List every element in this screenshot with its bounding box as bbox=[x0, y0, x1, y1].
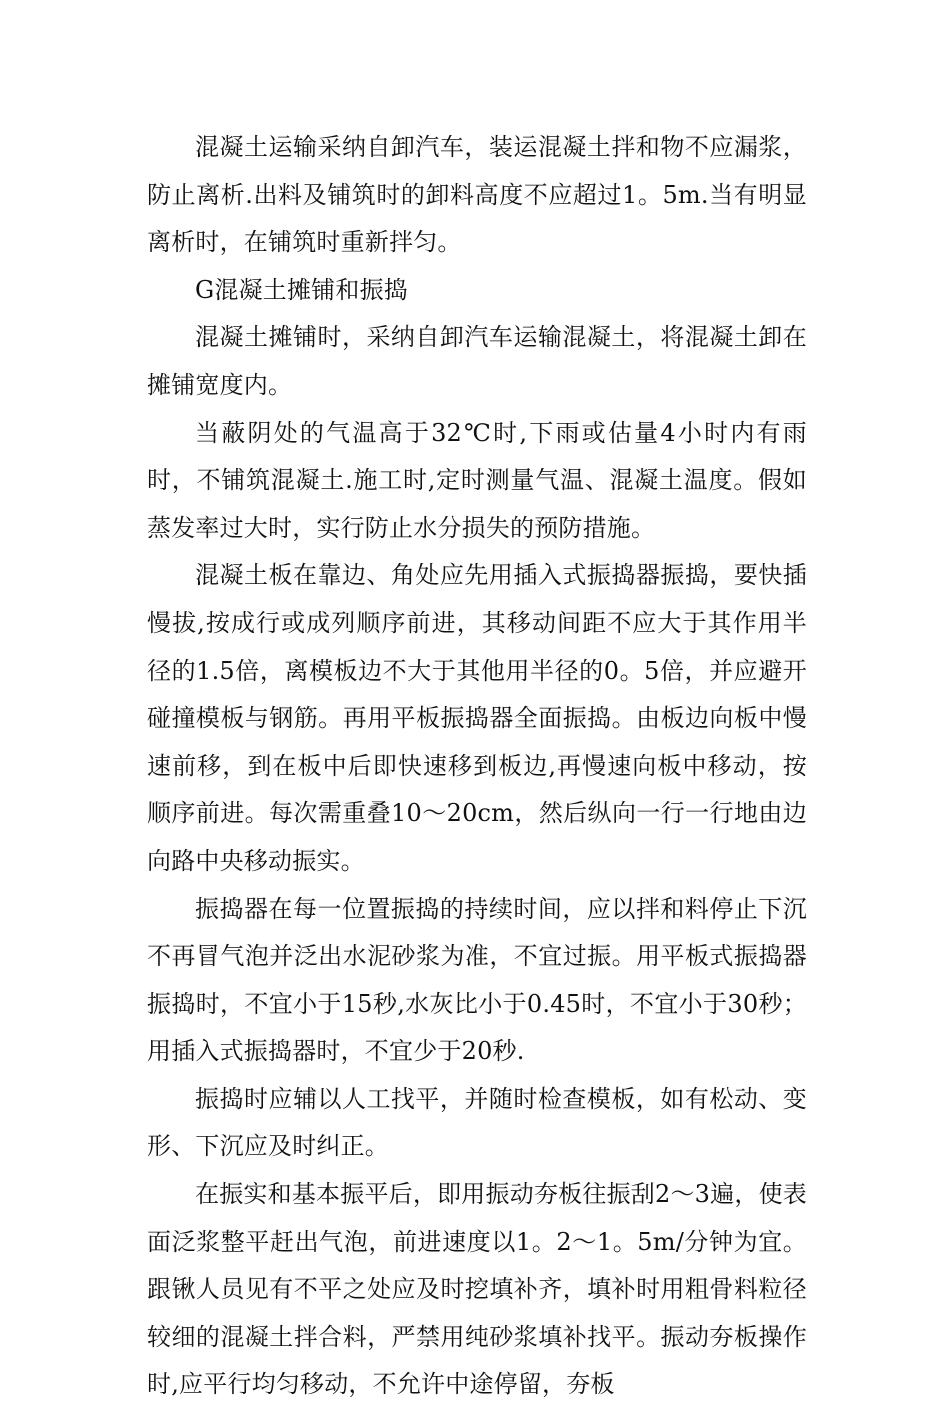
paragraph-tamping: 在振实和基本振平后，即用振动夯板往振刮2～3遍，使表面泛浆整平赶出气泡，前进速度以1。2～1。5m/分钟为宜。跟锹人员见有不平之处应及时挖填补齐，填补时用粗骨料粒径较细的混凝土拌合料，严禁用纯砂浆填补找平。振动夯板操作时,应平行均匀移动，不允许中途停留，夯板 bbox=[147, 1180, 807, 1399]
paragraph-vibration-duration: 振捣器在每一位置振捣的持续时间，应以拌和料停止下沉不再冒气泡并泛出水泥砂浆为准，不宜过振。用平板式振捣器振捣时，不宜小于15秒,水灰比小于0.45时，不宜小于30秒；用插入式振捣器时，不宜少于20秒. bbox=[147, 894, 807, 1066]
paragraph-leveling: 振捣时应辅以人工找平，并随时检查模板，如有松动、变形、下沉应及时纠正。 bbox=[147, 1084, 807, 1161]
paragraph-transport: 混凝土运输采纳自卸汽车，装运混凝土拌和物不应漏浆，防止离析.出料及铺筑时的卸料高度不应超过1。5m.当有明显离析时，在铺筑时重新拌匀。 bbox=[147, 133, 807, 257]
document-body bbox=[147, 124, 807, 1409]
paragraph-weather: 当蔽阴处的气温高于32℃时,下雨或估量4小时内有雨时，不铺筑混凝土.施工时,定时测量气温、混凝土温度。假如蒸发率过大时，实行防止水分损失的预防措施。 bbox=[147, 418, 807, 542]
paragraph-vibration-method: 混凝土板在靠边、角处应先用插入式振捣器振捣，要快插慢拔,按成行或成列顺序前进，其移动间距不应大于其作用半径的1.5倍，离模板边不大于其他用半径的0。5倍，并应避开碰撞模板与钢筋。再用平板振捣器全面振捣。由板边向板中慢速前移，到在板中后即快速移到板边,再慢速向板中移动，按顺序前进。每次需重叠10～20cm，然后纵向一行一行地由边向路中央移动振实。 bbox=[147, 561, 807, 875]
paragraph-spreading: 混凝土摊铺时，采纳自卸汽车运输混凝土，将混凝土卸在摊铺宽度内。 bbox=[147, 323, 807, 399]
section-heading: G混凝土摊铺和振捣 bbox=[195, 275, 408, 304]
